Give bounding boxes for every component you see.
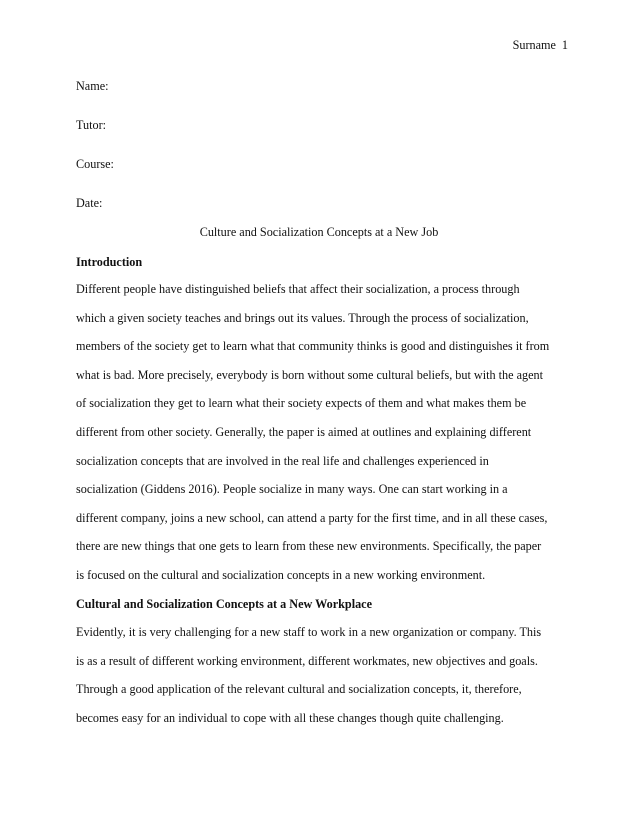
section-heading: Cultural and Socialization Concepts at a New Workplace: [76, 597, 373, 611]
paragraph-line: different from other society. Generally, the paper is aimed at outlines and explaining different: [76, 425, 532, 439]
paragraph-line: which a given society teaches and brings out its values. Through the process of socialization,: [76, 311, 529, 325]
paragraph-line: Through a good application of the relevant cultural and socialization concepts, it, therefore,: [76, 682, 522, 696]
paragraph-line: what is bad. More precisely, everybody is born without some cultural beliefs, but with the agent: [76, 368, 543, 382]
paragraph-line: becomes easy for an individual to cope with all these changes though quite challenging.: [76, 711, 504, 725]
meta-name: Name:: [76, 79, 109, 93]
section-heading: Introduction: [76, 255, 143, 269]
running-header: [513, 38, 568, 53]
paragraph-line: members of the society get to learn what that community thinks is good and distinguishes it from: [76, 339, 550, 353]
document-title: Culture and Socialization Concepts at a New Job: [199, 225, 439, 239]
paragraph-line: there are new things that one gets to learn from these new environments. Specifically, the paper: [76, 539, 542, 553]
paragraph-line: different company, joins a new school, can attend a party for the first time, and in all these cases,: [76, 511, 548, 525]
paragraph-line: is as a result of different working environment, different workmates, new objectives and goals.: [76, 654, 538, 668]
meta-tutor: Tutor:: [76, 118, 107, 132]
paragraph-line: socialization concepts that are involved in the real life and challenges experienced in: [76, 454, 489, 468]
paragraph-line: Different people have distinguished beliefs that affect their socialization, a process through: [76, 282, 520, 296]
meta-date: Date:: [76, 196, 103, 210]
paragraph-line: is focused on the cultural and socialization concepts in a new working environment.: [76, 568, 486, 582]
paragraph-line: socialization (Giddens 2016). People socialize in many ways. One can start working in a: [76, 482, 508, 496]
header-surname: Surname: [512, 38, 556, 52]
meta-course: Course:: [76, 157, 114, 171]
header-page-number: 1: [561, 38, 568, 52]
paragraph-line: of socialization they get to learn what their society expects of them and what makes them be: [76, 396, 527, 410]
paragraph-line: Evidently, it is very challenging for a new staff to work in a new organization or company. This: [76, 625, 542, 639]
